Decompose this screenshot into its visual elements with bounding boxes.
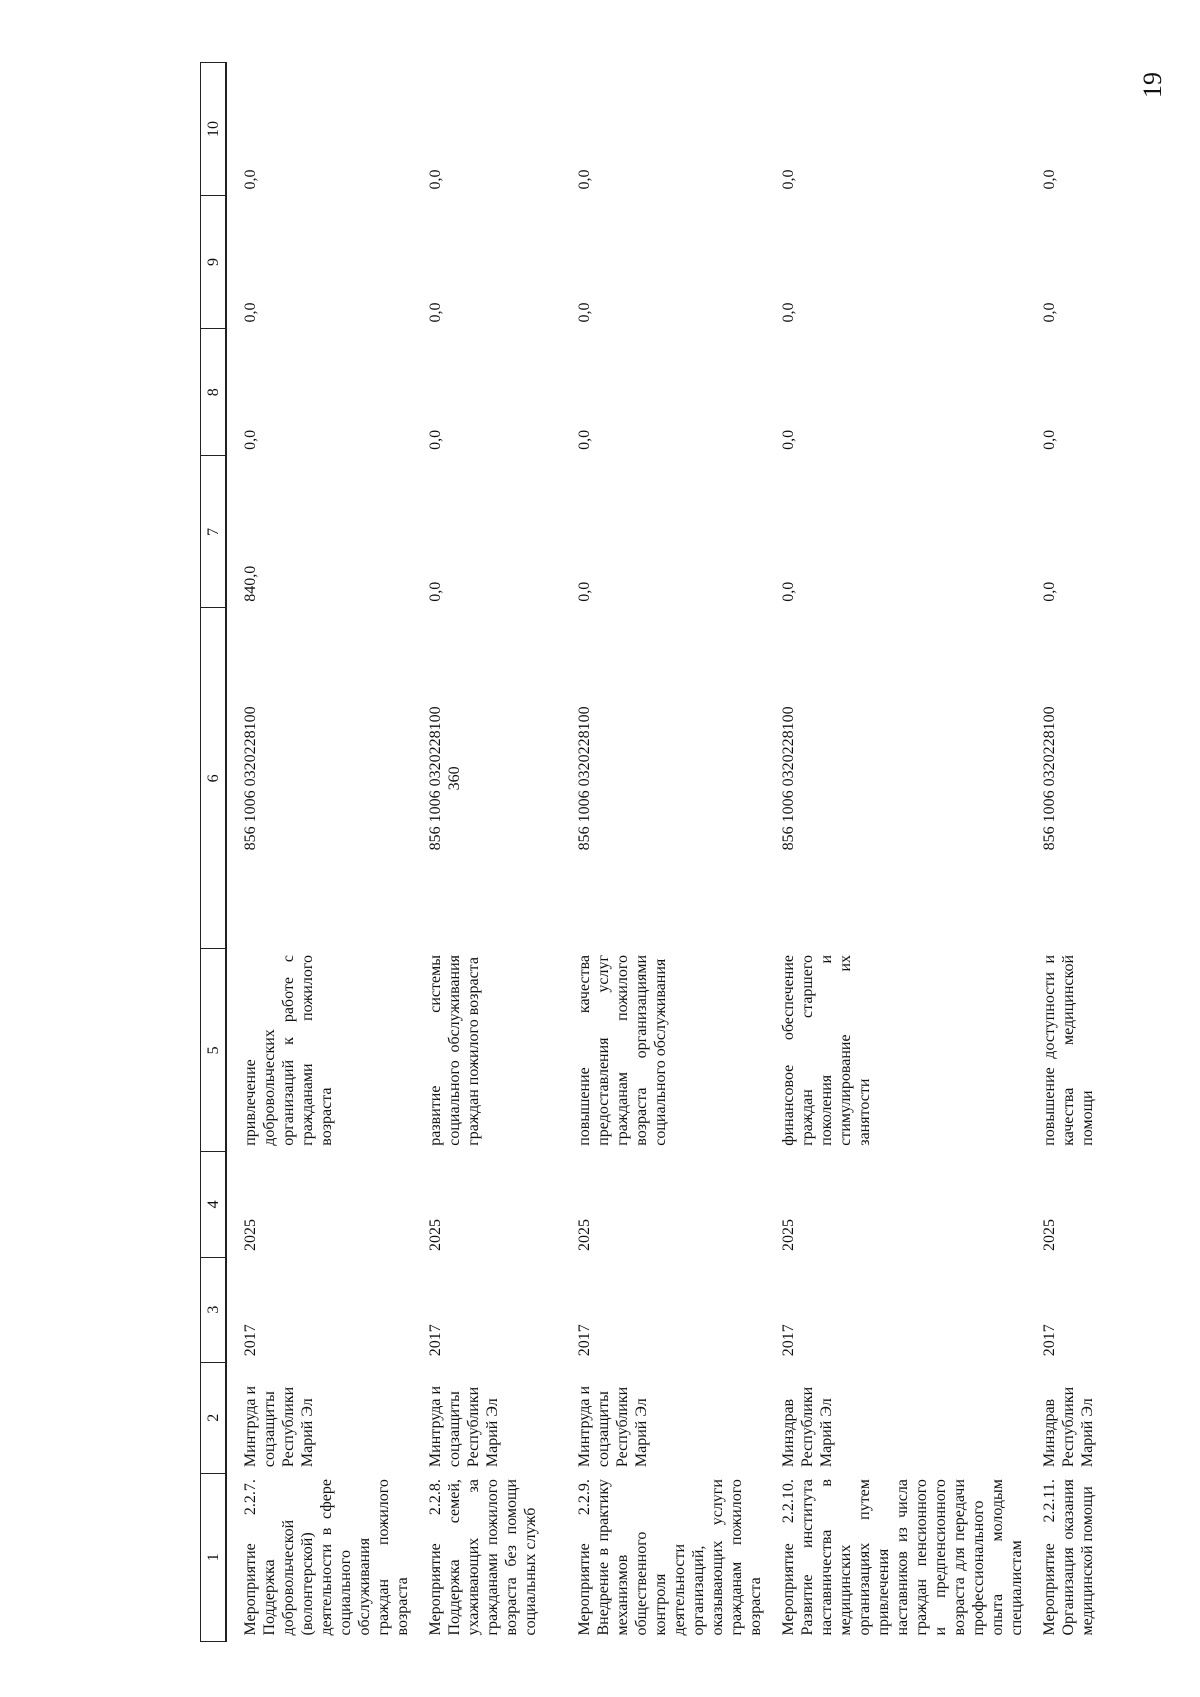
value-col-7: 0,0: [780, 581, 797, 602]
value-col-8: 0,0: [1041, 429, 1058, 450]
page-number: 19: [1138, 72, 1167, 98]
value-col-8: 0,0: [427, 429, 444, 450]
start-year-cell: 2017: [576, 1324, 593, 1357]
budget-code: 856 1006 0320228100: [1041, 706, 1058, 851]
budget-code-cell: [1026, 608, 1160, 949]
value-col-10: 0,0: [242, 169, 259, 190]
header-col-3: 3: [201, 1257, 227, 1362]
executor-cell: Минздрав Республики Марий Эл: [780, 1386, 835, 1468]
table-row: [1026, 63, 1160, 1642]
budget-code-cell: [412, 608, 561, 949]
result-cell: финансовое обеспечение граждан старшего поколения и стимулирование их занятости: [780, 954, 873, 1146]
table-row: [412, 63, 561, 1642]
value-col-9: 0,0: [427, 302, 444, 323]
rotated-table-sheet: [200, 62, 1096, 1642]
value-col-9: 0,0: [780, 302, 797, 323]
activities-table: [200, 62, 1160, 1642]
header-col-5: 5: [201, 949, 227, 1152]
end-year-cell: 2025: [576, 1219, 593, 1252]
activity-cell: Мероприятие 2.2.11. Организация оказания медицинской помощи: [1041, 1479, 1096, 1636]
header-col-4: 4: [201, 1152, 227, 1257]
value-col-9: 0,0: [1041, 302, 1058, 323]
value-col-7: 0,0: [1041, 581, 1058, 602]
budget-code-extra: 360: [446, 766, 463, 791]
header-col-10: 10: [201, 63, 227, 196]
result-cell: привлечение добровольческих организаций к работе с гражданами пожилого возраста: [242, 954, 335, 1146]
budget-code: 856 1006 0320228100: [780, 706, 797, 851]
value-col-9: 0,0: [242, 302, 259, 323]
budget-code-cell: [765, 608, 1026, 949]
executor-cell: Минтруда и соцзащиты Республики Марий Эл: [427, 1385, 501, 1468]
budget-code-cell: [561, 608, 765, 949]
value-col-10: 0,0: [780, 169, 797, 190]
header-col-1: 1: [201, 1473, 227, 1641]
table-row: [765, 63, 1026, 1642]
end-year-cell: 2025: [1041, 1219, 1058, 1252]
header-col-6: 6: [201, 608, 227, 949]
end-year-cell: 2025: [427, 1219, 444, 1252]
value-col-8: 0,0: [242, 429, 259, 450]
value-col-10: 0,0: [427, 169, 444, 190]
result-cell: повышение качества предоставления услуг гражданам пожилого возраста организациями социального обслуживания: [576, 954, 669, 1146]
value-col-10: 0,0: [576, 169, 593, 190]
budget-code: 856 1006 0320228100: [242, 706, 259, 851]
value-col-7: 0,0: [576, 581, 593, 602]
activity-cell: Мероприятие 2.2.9. Внедрение в практику механизмов общественного контроля деятельности организаций, оказывающих услуги гражданам пожилого возраста: [576, 1479, 764, 1636]
header-col-8: 8: [201, 328, 227, 455]
activity-cell: Мероприятие 2.2.10. Развитие института наставничества в медицинских организациях путем привлечения наставников из числа граждан пенсионного и предпенсионного возраста для передачи профессионального опыта молодым специалистам: [780, 1479, 1025, 1636]
header-col-7: 7: [201, 456, 227, 608]
value-col-9: 0,0: [576, 302, 593, 323]
start-year-cell: 2017: [1041, 1324, 1058, 1357]
header-col-9: 9: [201, 196, 227, 329]
start-year-cell: 2017: [780, 1324, 797, 1357]
executor-cell: Минздрав Республики Марий Эл: [1041, 1386, 1096, 1468]
value-col-7: 840,0: [242, 565, 259, 602]
value-col-7: 0,0: [427, 581, 444, 602]
budget-code: 856 1006 0320228100: [427, 706, 444, 851]
end-year-cell: 2025: [780, 1219, 797, 1252]
budget-code-cell: [226, 608, 412, 949]
end-year-cell: 2025: [242, 1219, 259, 1252]
executor-cell: Минтруда и соцзащиты Республики Марий Эл: [242, 1385, 316, 1468]
activity-cell: Мероприятие 2.2.8. Поддержка семей, ухаживающих за гражданами пожилого возраста без помощи социальных служб: [427, 1479, 539, 1636]
start-year-cell: 2017: [427, 1324, 444, 1357]
executor-cell: Минтруда и соцзащиты Республики Марий Эл: [576, 1385, 650, 1468]
result-cell: развитие системы социального обслуживания граждан пожилого возраста: [427, 954, 482, 1146]
table-row: [226, 63, 412, 1642]
activity-cell: Мероприятие 2.2.7. Поддержка добровольческой (волонтерской) деятельности в сфере социального обслуживания граждан пожилого возраста: [242, 1479, 411, 1636]
header-row: [201, 63, 227, 1642]
table-row: [561, 63, 765, 1642]
header-col-2: 2: [201, 1362, 227, 1473]
result-cell: повышение доступности и качества медицинской помощи: [1041, 954, 1096, 1146]
start-year-cell: 2017: [242, 1324, 259, 1357]
value-col-8: 0,0: [576, 429, 593, 450]
value-col-10: 0,0: [1041, 169, 1058, 190]
budget-code: 856 1006 0320228100: [576, 706, 593, 851]
value-col-8: 0,0: [780, 429, 797, 450]
